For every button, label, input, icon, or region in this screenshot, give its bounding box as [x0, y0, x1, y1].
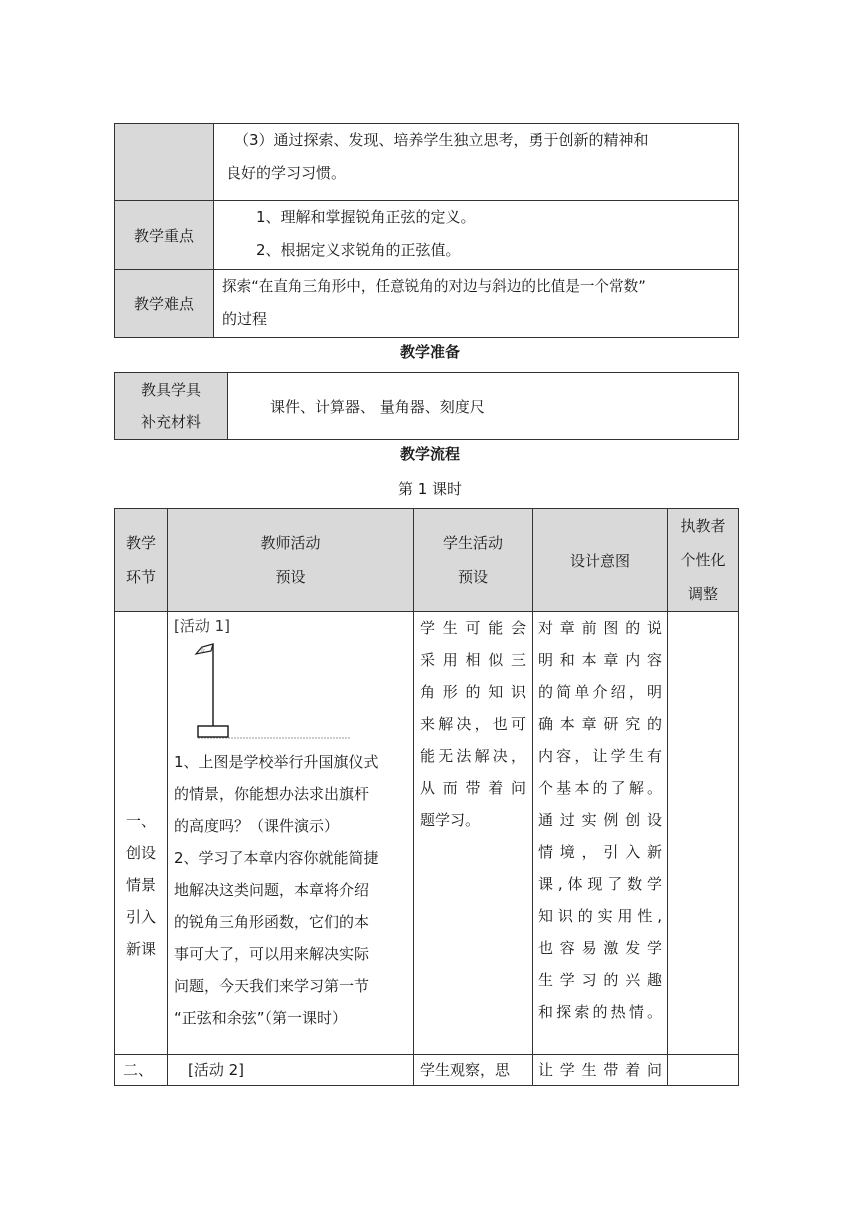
intent-line-11: 也容易激发学 [538, 939, 662, 957]
intent-cell-1 [533, 612, 668, 1055]
objective-line-1: （3）通过探索、发现、培养学生独立思考，勇于创新的精神和 [234, 131, 649, 149]
flow-header-row [115, 509, 739, 612]
header-personal [668, 509, 739, 612]
flow-heading: 教学流程 [399, 445, 460, 463]
key-point-2: 2、根据定义求锐角的正弦值。 [256, 241, 461, 259]
difficulties-label: 教学难点 [115, 270, 214, 338]
teacher-line-2: 的情景，你能想办法求出旗杆 [174, 785, 370, 803]
prep-table [114, 372, 739, 440]
stage-cell-2 [115, 1055, 168, 1086]
header-teacher-line-1: 教师活动 [260, 534, 321, 552]
header-stage-line-1: 教学 [125, 534, 156, 552]
intent-line-9: 课,体现了数学 [538, 875, 662, 893]
lesson-number: 第 1 课时 [397, 480, 463, 498]
intent-line-1: 对章前图的说 [538, 619, 662, 637]
header-stage [115, 509, 168, 612]
intent-line-10: 知识的实用性, [538, 907, 662, 925]
student-cell-1 [414, 612, 533, 1055]
teacher-cell-2 [168, 1055, 414, 1086]
stage-1-line-4: 引入 [125, 908, 156, 926]
header-student-line-2: 预设 [457, 568, 488, 586]
teacher-line-3: 的高度吗？（课件演示） [174, 817, 340, 835]
flow-row-2 [115, 1055, 739, 1086]
student-line-7: 题学习。 [420, 811, 481, 829]
intent-line-3: 的简单介绍，明 [538, 683, 662, 701]
prep-label-line-1: 教具学具 [140, 381, 201, 399]
student-line-2: 采用相似三 [420, 651, 526, 669]
stage-1-line-3: 情景 [125, 876, 156, 894]
header-student-line-1: 学生活动 [442, 534, 503, 552]
stage-2-label: 二、 [123, 1061, 154, 1079]
header-stage-line-2: 环节 [125, 568, 156, 586]
objective-line-2: 良好的学习习惯。 [226, 164, 347, 182]
activity-2-title: [活动 2] [188, 1061, 245, 1079]
prep-content-cell [228, 373, 739, 440]
personal-cell-2 [668, 1055, 739, 1086]
svg-text:☆: ☆ [200, 647, 206, 654]
stage-1-line-2: 创设 [125, 844, 156, 862]
objective-content-cell [214, 124, 739, 201]
difficulty-line-1: 探索“在直角三角形中，任意锐角的对边与斜边的比值是一个常数” [222, 278, 646, 295]
key-points-row [115, 201, 739, 270]
teacher-line-1: 1、上图是学校举行升国旗仪式 [174, 753, 379, 771]
teacher-line-8: 问题，今天我们来学习第一节 [174, 977, 370, 995]
personal-cell-1 [668, 612, 739, 1055]
student-row-2-text: 学生观察，思 [420, 1061, 511, 1079]
teacher-line-4: 2、学习了本章内容你就能简捷 [174, 849, 379, 867]
student-line-3: 角形的知识 [420, 683, 526, 701]
prep-label-line-2: 补充材料 [140, 413, 201, 431]
teacher-cell-1 [168, 612, 414, 1055]
objective-row [115, 124, 739, 201]
flagpole-illustration [194, 640, 354, 740]
intent-line-12: 生学习的兴趣 [538, 971, 662, 989]
key-point-1: 1、理解和掌握锐角正弦的定义。 [256, 208, 476, 226]
header-personal-line-1: 执教者 [680, 517, 726, 535]
stage-1-line-1: 一、 [125, 812, 156, 830]
header-personal-line-2: 个性化 [680, 551, 726, 569]
header-personal-line-3: 调整 [687, 585, 718, 603]
intent-cell-2 [533, 1055, 668, 1086]
teacher-line-5: 地解决这类问题，本章将介绍 [174, 881, 370, 899]
student-cell-2 [414, 1055, 533, 1086]
intent-row-2-text: 让学生带着问 [538, 1061, 662, 1079]
prep-content: 课件、计算器、 量角器、刻度尺 [270, 397, 485, 416]
activity-1-title: [活动 1] [174, 617, 231, 635]
difficulties-content-cell [214, 270, 739, 338]
header-teacher-line-2: 预设 [275, 568, 306, 586]
intent-line-6: 个基本的了解。 [538, 779, 662, 797]
intent-line-7: 通过实例创设 [538, 811, 662, 829]
prep-heading: 教学准备 [399, 343, 460, 361]
difficulty-line-2: 的过程 [222, 310, 268, 328]
student-line-4: 来解决，也可 [420, 715, 526, 733]
teacher-line-7: 事可大了，可以用来解决实际 [174, 945, 370, 963]
flow-table [114, 508, 739, 1086]
intent-line-5: 内容，让学生有 [538, 747, 662, 765]
header-intent: 设计意图 [533, 509, 668, 612]
intent-line-4: 确本章研究的 [538, 715, 662, 733]
student-line-5: 能无法解决， [420, 747, 526, 765]
flow-row-1 [115, 612, 739, 1055]
teacher-line-9: “正弦和余弦”（第一课时） [174, 1009, 348, 1027]
stage-cell-1 [115, 612, 168, 1055]
student-line-6: 从而带着问 [420, 779, 526, 797]
prep-label-cell [115, 373, 228, 440]
intent-line-8: 情境，引入新 [538, 843, 662, 861]
intent-line-2: 明和本章内容 [538, 651, 662, 669]
key-points-content-cell [214, 201, 739, 270]
blank-label-cell [115, 124, 214, 201]
difficulties-row [115, 270, 739, 338]
stage-1-line-5: 新课 [125, 940, 156, 958]
student-line-1: 学生可能会 [420, 619, 526, 637]
objectives-table [114, 123, 739, 338]
teacher-line-6: 的锐角三角形函数，它们的本 [174, 913, 370, 931]
key-points-label: 教学重点 [115, 201, 214, 270]
header-student [414, 509, 533, 612]
intent-line-13: 和探索的热情。 [538, 1003, 662, 1021]
header-teacher [168, 509, 414, 612]
